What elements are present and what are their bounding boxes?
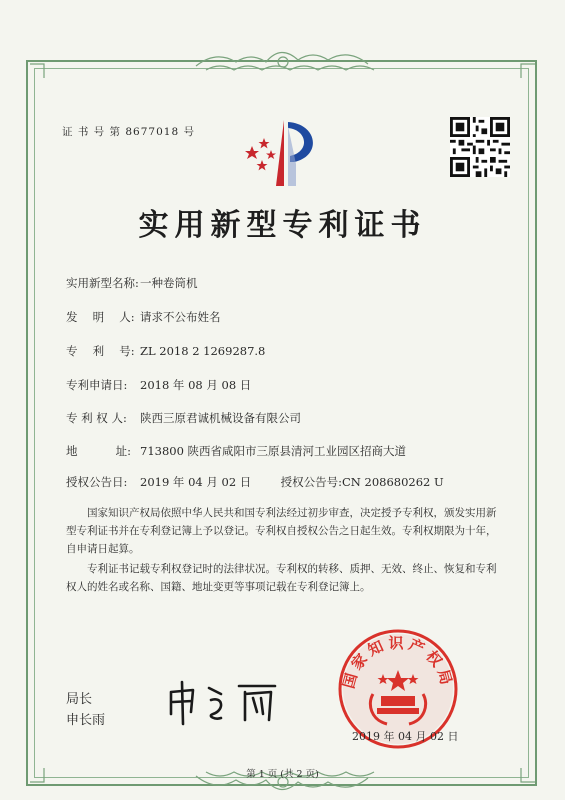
certificate-title: 实用新型专利证书 — [138, 208, 427, 243]
field-label: 地 址: — [66, 444, 132, 458]
seal-text: 国家知识产权局 — [339, 634, 457, 691]
field-value: 2018 年 08 月 08 日 — [140, 378, 252, 392]
field-inventor — [66, 309, 221, 325]
handwritten-signature — [165, 680, 285, 726]
field-value: 请求不公布姓名 — [140, 310, 221, 324]
certificate-number-value: 8677018 — [125, 126, 180, 138]
certificate-number — [62, 124, 195, 139]
qr-code-icon — [450, 117, 510, 177]
grant-number-label: 授权公告号: — [280, 475, 342, 489]
field-grant — [66, 474, 444, 490]
grant-date-label: 授权公告日: — [66, 475, 128, 489]
field-label: 发 明 人: — [66, 310, 135, 324]
signatory-title: 局长 — [66, 692, 93, 707]
field-label: 专 利 权 人: — [66, 411, 127, 425]
grant-statement-paragraph: 国家知识产权局依照中华人民共和国专利法经过初步审查，决定授予专利权，颁发实用新型专利证书并在专利登记簿上予以登记。专利权自授权公告之日起生效。专利权期限为十年，自申请日起算。 — [66, 507, 497, 555]
signatory-name: 申长雨 — [66, 713, 106, 728]
field-value: 一种卷筒机 — [140, 276, 198, 290]
field-label: 实用新型名称: — [66, 276, 139, 290]
certificate-number-label: 证 书 号 第 — [62, 126, 122, 138]
stamp-date: 2019 年 04 月 02 日 — [352, 730, 459, 743]
field-patentee — [66, 410, 301, 426]
field-utility-model-name — [66, 275, 198, 291]
grant-date-value: 2019 年 04 月 02 日 — [140, 475, 252, 489]
field-value: ZL 2018 2 1269287.8 — [140, 344, 266, 358]
page-footer: 第 1 页 (共 2 页) — [246, 769, 319, 780]
field-label: 专利申请日: — [66, 378, 128, 392]
field-value: 陕西三原君诚机械设备有限公司 — [140, 411, 301, 425]
field-value: 713800 陕西省咸阳市三原县清河工业园区招商大道 — [140, 444, 407, 458]
grant-number-value: CN 208680262 U — [342, 475, 444, 489]
legal-status-paragraph: 专利证书记载专利权登记时的法律状况。专利权的转移、质押、无效、终止、恢复和专利权人的姓名或名称、国籍、地址变更等事项记载在专利登记簿上。 — [66, 563, 497, 593]
field-patent-number — [66, 343, 265, 359]
cnipa-logo — [238, 116, 324, 188]
certificate-number-suffix: 号 — [183, 126, 195, 138]
field-application-date — [66, 377, 251, 393]
field-label: 专 利 号: — [66, 344, 135, 358]
field-address — [66, 443, 406, 459]
